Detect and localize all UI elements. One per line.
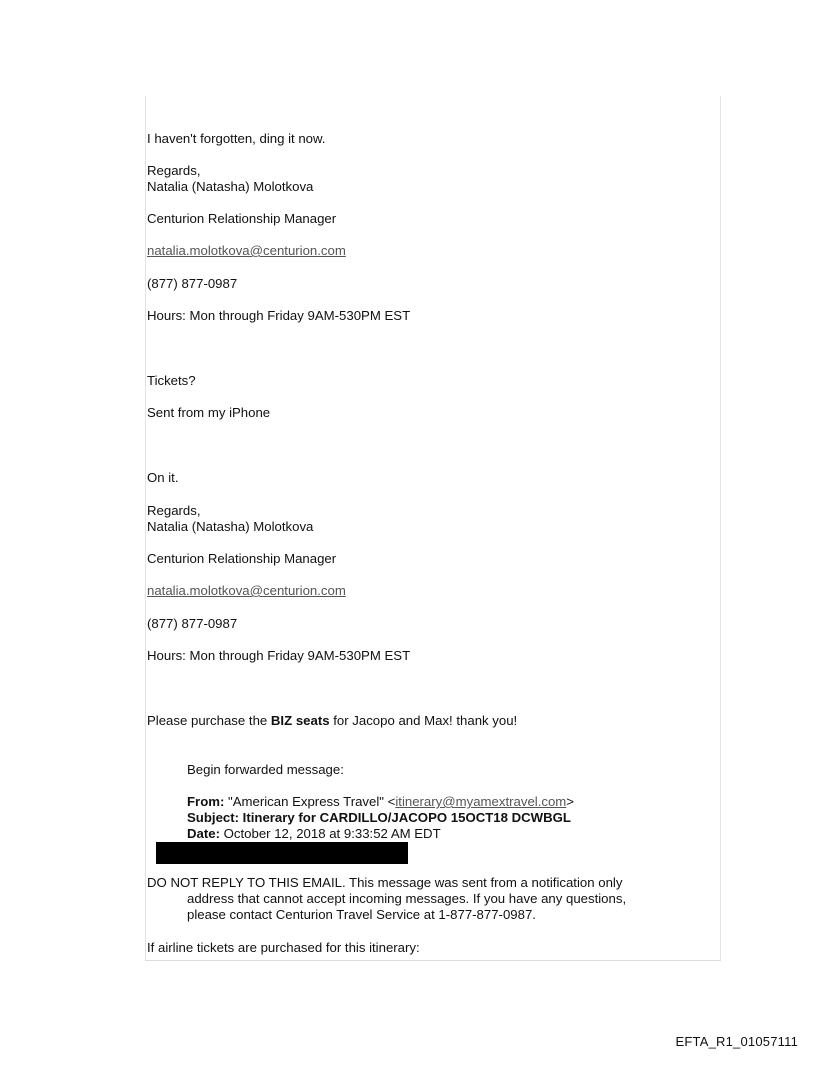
from-email-link[interactable]: itinerary@myamextravel.com [395, 794, 567, 809]
notice-line: DO NOT REPLY TO THIS EMAIL. This message was sent from a notification only [147, 875, 623, 890]
body-emphasis: BIZ seats [270, 713, 330, 728]
message-body: On it. [147, 470, 179, 485]
signature-name: Natalia (Natasha) Molotkova [147, 519, 314, 534]
signature-phone: (877) 877-0987 [147, 276, 238, 291]
notice-line: please contact Centurion Travel Service at 1-877-877-0987. [187, 907, 536, 922]
signature-role: Centurion Relationship Manager [147, 551, 337, 566]
signature-hours: Hours: Mon through Friday 9AM-530PM EST [147, 648, 411, 663]
date-value: October 12, 2018 at 9:33:52 AM EDT [219, 826, 441, 841]
signature-role: Centurion Relationship Manager [147, 211, 337, 226]
signature-regards: Regards, [147, 503, 201, 518]
forwarded-intro: Begin forwarded message: [187, 762, 344, 777]
signature-email-link[interactable]: natalia.molotkova@centurion.com [147, 583, 346, 598]
signature-email-link[interactable]: natalia.molotkova@centurion.com [147, 243, 346, 258]
from-close: > [566, 794, 574, 809]
message-body [147, 713, 517, 728]
message-body: I haven't forgotten, ding it now. [147, 131, 326, 146]
notice-line: address that cannot accept incoming messages. If you have any questions, [187, 891, 627, 906]
message-body: Tickets? [147, 373, 196, 388]
from-label: From: [187, 794, 225, 809]
forwarded-from [187, 794, 574, 809]
message-signature: Sent from my iPhone [147, 405, 271, 420]
date-label: Date: [187, 826, 220, 841]
from-name: "American Express Travel" < [224, 794, 396, 809]
notice-airline: If airline tickets are purchased for this itinerary: [147, 940, 420, 955]
signature-name: Natalia (Natasha) Molotkova [147, 179, 314, 194]
signature-regards: Regards, [147, 163, 201, 178]
forwarded-date [187, 826, 441, 841]
signature-phone: (877) 877-0987 [147, 616, 238, 631]
document-id: EFTA_R1_01057111 [675, 1034, 798, 1049]
redaction-bar [156, 842, 408, 864]
body-text: for Jacopo and Max! thank you! [329, 713, 518, 728]
body-text: Please purchase the [147, 713, 271, 728]
forwarded-subject: Subject: Itinerary for CARDILLO/JACOPO 15OCT18 DCWBGL [187, 810, 571, 825]
signature-hours: Hours: Mon through Friday 9AM-530PM EST [147, 308, 411, 323]
